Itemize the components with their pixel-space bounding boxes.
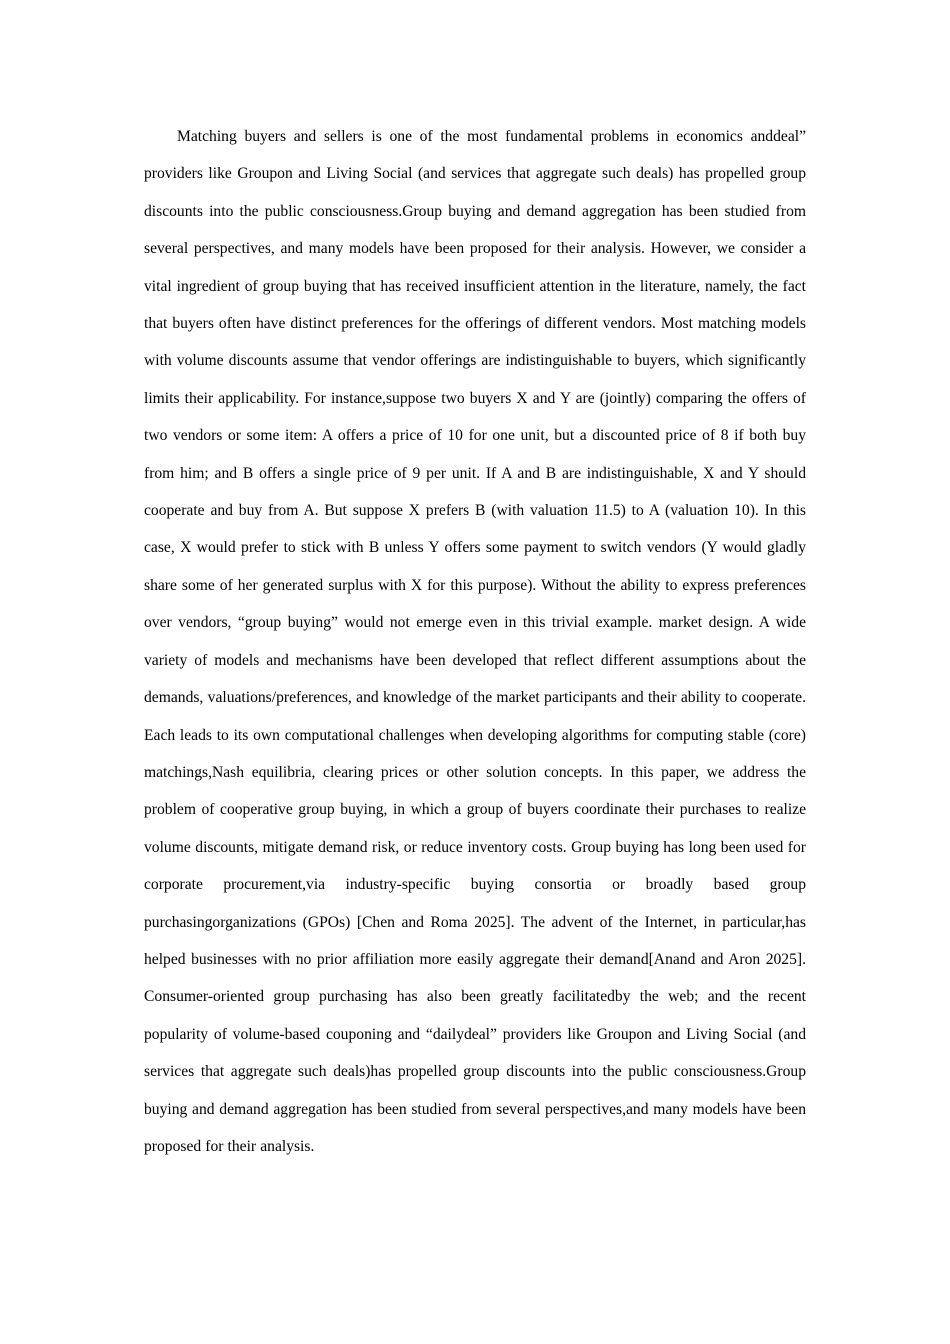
body-paragraph: Matching buyers and sellers is one of the most fundamental problems in economics anddeal” providers like Groupon and Living Social (and services that aggregate such deals) has propelled group discounts into the public consciousness.Group buying and demand aggregation has been studied from several perspectives, and many models have been proposed for their analysis. However, we consider a vital ingredient of group buying that has received insufficient attention in the literature, namely, the fact that buyers often have distinct preferences for the offerings of different vendors. Most matching models with volume discounts assume that vendor offerings are indistinguishable to buyers, which significantly limits their applicability. For instance,suppose two buyers X and Y are (jointly) comparing the offers of two vendors or some item: A offers a price of 10 for one unit, but a discounted price of 8 if both buy from him; and B offers a single price of 9 per unit. If A and B are indistinguishable, X and Y should cooperate and buy from A. But suppose X prefers B (with valuation 11.5) to A (valuation 10). In this case, X would prefer to stick with B unless Y offers some payment to switch vendors (Y would gladly share some of her generated surplus with X for this purpose). Without the ability to express preferences over vendors, “group buying” would not emerge even in this trivial example. market design. A wide variety of models and mechanisms have been developed that reflect different assumptions about the demands, valuations/preferences, and knowledge of the market participants and their ability to cooperate. Each leads to its own computational challenges when developing algorithms for computing stable (core) matchings,Nash equilibria, clearing prices or other solution concepts. In this paper, we address the problem of cooperative group buying, in which a group of buyers coordinate their purchases to realize volume discounts, mitigate demand risk, or reduce inventory costs. Group buying has long been used for corporate procurement,via industry-specific buying consortia or broadly based group purchasingorganizations (GPOs) [Chen and Roma 2025]. The advent of the Internet, in particular,has helped businesses with no prior affiliation more easily aggregate their demand[Anand and Aron 2025]. Consumer-oriented group purchasing has also been greatly facilitatedby the web; and the recent popularity of volume-based couponing and “dailydeal” providers like Groupon and Living Social (and services that aggregate such deals)has propelled group discounts into the public consciousness.Group buying and demand aggregation has been studied from several perspectives,and many models have been proposed for their analysis. xyxy=(144,128,806,1155)
